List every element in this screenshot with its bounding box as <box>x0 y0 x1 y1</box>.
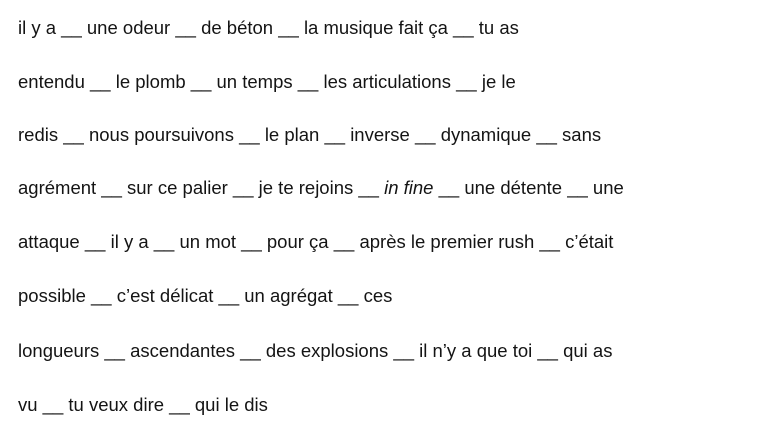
poem-line-5: attaque __ il y a __ un mot __ pour ça __ après le premier rush __ c’était <box>18 231 614 252</box>
poem-line-3: redis __ nous poursuivons __ le plan __ inverse __ dynamique __ sans <box>18 124 602 145</box>
poem-line-4-after: __ une détente __ une <box>433 177 624 198</box>
poem-line-4-before: agrément __ sur ce palier __ je te rejoins __ <box>18 177 385 198</box>
poem-line-8: vu __ tu veux dire __ qui le dis <box>18 394 268 415</box>
poem-line-7: longueurs __ ascendantes __ des explosions __ il n’y a que toi __ qui as <box>18 340 613 361</box>
poem-line-1: il y a __ une odeur __ de béton __ la musique fait ça __ tu as <box>18 17 519 38</box>
poem-line-2: entendu __ le plomb __ un temps __ les articulations __ je le <box>18 71 516 92</box>
poem-line-6: possible __ c’est délicat __ un agrégat __ ces <box>18 285 393 306</box>
italic-phrase: in fine <box>384 177 434 198</box>
poem-line-4 <box>18 177 624 199</box>
